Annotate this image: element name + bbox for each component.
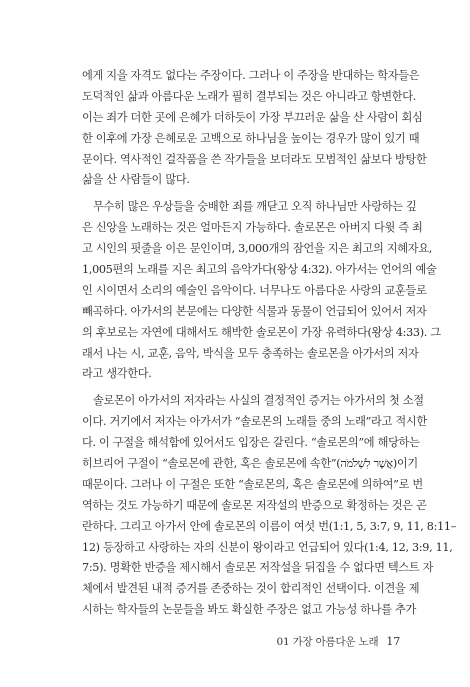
body-text [82,66,457,621]
text-line: 에게 지을 자격도 없다는 주장이다. 그러나 이 주장을 반대하는 학자들은 [82,69,420,82]
text-line: 래서 나는 시, 교훈, 음악, 박식을 모두 충족하는 솔로몬을 아가서의 저자 [82,346,419,360]
text-line: 때문이다. 그러나 이 구절은 또한 “솔로몬의, 혹은 솔로몬에 의하여”로 번 [82,477,423,491]
text-line: 의 후보로는 자연에 대해서도 해박한 솔로몬이 가장 유력하다(왕상 4:33). 그 [82,325,441,339]
text-line: 이는 죄가 더한 곳에 은혜가 더하듯이 가장 부끄러운 삶을 산 사람이 회심 [82,110,423,124]
text-line: 인 시이면서 소리의 예술인 음악이다. 너무나도 아름다운 사랑의 교훈들로 [82,283,427,297]
text-line: 다. 이 구절을 해석함에 있어서도 입장은 갈린다. “솔로몬의”에 해당하는 [82,436,420,450]
text-line: 무수히 많은 우상들을 숭배한 죄를 깨닫고 오직 하나님만 사랑하는 깊 [93,200,417,214]
text-line: 삶을 산 사람들이 많다. [82,173,190,187]
text-line: 라고 생각한다. [82,367,152,381]
text-line: 고 시인의 핏줄을 이은 문인이며, 3,000개의 잠언을 지은 최고의 지혜자요, [82,242,433,256]
chapter-title: 01 가장 아름다운 노래 [276,636,379,648]
text-line: 이다. 거기에서 저자는 아가서가 “솔로몬의 노래들 중의 노래”라고 적시한 [82,415,427,429]
text-line: 문이다. 역사적인 걸작품을 쓴 작가들을 보더라도 모범적인 삶보다 방탕한 [82,152,427,166]
text-line: 솔로몬이 아가서의 저자라는 사실의 결정적인 증거는 아가서의 첫 소절 [93,394,424,408]
text-line: 은 신앙을 노래하는 것은 얼마든지 가능하다. 솔로몬은 아버지 다윗 즉 최 [82,221,423,235]
text-line: 시하는 학자들의 논문들을 봐도 확실한 주장은 없고 가능성 하나를 추가 [82,603,417,617]
text-line: 빼곡하다. 아가서의 본문에는 다양한 식물과 동물이 언급되어 있어서 저자 [82,304,427,318]
text-line: 한 이후에 가장 은혜로운 고백으로 하나님을 높이는 경우가 많이 있기 때 [82,131,420,145]
paragraph-3 [82,391,457,621]
text-line: 체에서 발견된 내적 증거를 존중하는 것이 합리적인 선택이다. 이견을 제 [82,582,420,596]
paragraph-1 [82,66,427,191]
text-line: 1,005편의 노래를 지은 최고의 음악가다(왕상 4:32). 아가서는 언어의 예술 [82,263,437,277]
text-line: 7:5). 명확한 반증을 제시해서 솔로몬 저작설을 뒤집을 수 없다면 텍스트 자 [82,561,434,575]
paragraph-2 [82,197,441,385]
text-line: 도덕적인 삶과 아름다운 노래가 필히 결부되는 것은 아니라고 항변한다. [82,89,417,103]
text-line: 역하는 것도 가능하기 때문에 솔로몬 저작설의 반증으로 확정하는 것은 곤 [82,498,427,512]
running-footer [276,634,400,649]
text-line: 12) 등장하고 사랑하는 자의 신분이 왕이라고 언급되어 있다(1:4, 12, 3:9, 11, [82,540,453,554]
text-line: 히브리어 구절이 “솔로몬에 관한, 혹은 솔로몬에 속한”(אֲשֶׁר לִשְׁלֹמֹה)이기 [82,457,418,471]
text-line: 란하다. 그리고 아가서 안에 솔로몬의 이름이 여섯 번(1:1, 5, 3:7, 9, 11, 8:11– [82,519,457,533]
page-number: 17 [386,635,400,648]
